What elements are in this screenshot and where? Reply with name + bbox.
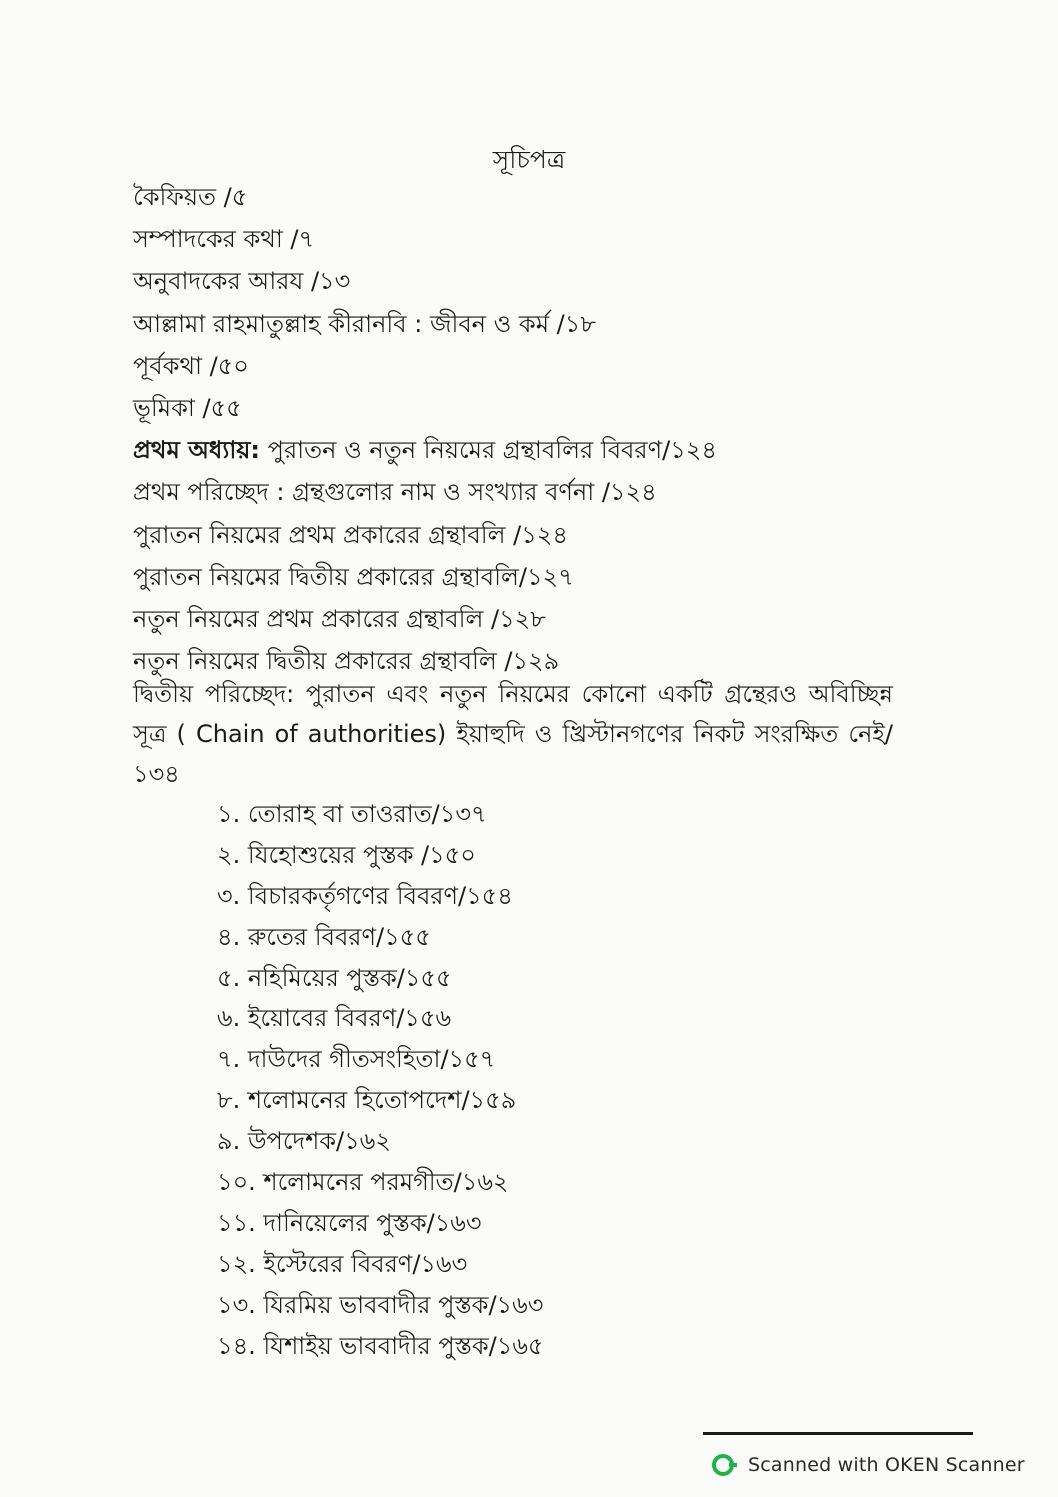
toc-item xyxy=(133,598,893,640)
toc-item-label: নতুন নিয়মের দ্বিতীয় প্রকারের গ্রন্থাবলি /১২৯ xyxy=(133,647,560,676)
toc-item xyxy=(133,345,893,387)
book-item: ২. যিহোশুয়ের পুস্তক /১৫০ xyxy=(217,840,476,869)
toc-item-label: আল্লামা রাহমাতুল্লাহ কীরানবি : জীবন ও কর্ম /১৮ xyxy=(133,309,596,338)
toc-item-label: অনুবাদকের আরয /১৩ xyxy=(133,267,351,296)
book-item: ১০. শলোমনের পরমগীত/১৬২ xyxy=(217,1168,509,1197)
scanner-watermark xyxy=(712,1450,1025,1480)
toc-item xyxy=(133,176,893,218)
toc-item xyxy=(133,260,893,302)
toc-item-label: নতুন নিয়মের প্রথম প্রকারের গ্রন্থাবলি /১২৮ xyxy=(133,604,546,633)
second-chapter-entry: দ্বিতীয় পরিচ্ছেদ: পুরাতন এবং নতুন নিয়মের কোনো একটি গ্রন্থেরও অবিচ্ছিন্ন সূত্র ( Chain of authorities) ইয়াহুদি ও খ্রিস্টানগণের নিকট সংরক্ষিত নেই/১৩৪ xyxy=(133,680,893,788)
toc-item xyxy=(133,471,893,513)
book-item: ৯. উপদেশক/১৬২ xyxy=(217,1127,391,1156)
chapter-heading: প্রথম অধ্যায়: xyxy=(133,436,261,465)
book-item: ৭. দাউদের গীতসংহিতা/১৫৭ xyxy=(217,1045,496,1074)
book-item: ১৩. যিরমিয় ভাববাদীর পুস্তক/১৬৩ xyxy=(217,1290,544,1319)
toc-item xyxy=(133,387,893,429)
book-item: ১৪. যিশাইয় ভাববাদীর পুস্তক/১৬৫ xyxy=(217,1331,544,1360)
toc-item xyxy=(133,514,893,556)
toc-item-label: ভূমিকা /৫৫ xyxy=(133,393,242,422)
toc-item-chapter-one xyxy=(133,429,893,471)
book-item: ৩. বিচারকর্তৃগণের বিবরণ/১৫৪ xyxy=(217,881,513,910)
book-item: ১২. ইস্টেরের বিবরণ/১৬৩ xyxy=(217,1249,468,1278)
page-title: সূচিপত্র xyxy=(492,145,566,174)
toc-item xyxy=(133,556,893,598)
toc-item xyxy=(133,303,893,345)
book-item: ৮. শলোমনের হিতোপদেশ/১৫৯ xyxy=(217,1086,517,1115)
toc-list xyxy=(133,176,893,682)
toc-item-label: প্রথম পরিচ্ছেদ : গ্রন্থগুলোর নাম ও সংখ্যার বর্ণনা /১২৪ xyxy=(133,478,657,507)
book-item: ৫. নহিমিয়ের পুস্তক/১৫৫ xyxy=(217,963,452,992)
book-item: ১. তোরাহ বা তাওরাত/১৩৭ xyxy=(217,800,487,828)
book-item: ৬. ইয়োবের বিবরণ/১৫৬ xyxy=(217,1004,452,1033)
book-item: ৪. রুতের বিবরণ/১৫৫ xyxy=(217,922,431,951)
toc-item-label: পূর্বকথা /৫০ xyxy=(133,351,249,380)
scanner-watermark-text: Scanned with OKEN Scanner xyxy=(748,1454,1025,1476)
toc-item-label: কৈফিয়ত /৫ xyxy=(133,183,248,211)
toc-item-label: পুরাতন ও নতুন নিয়মের গ্রন্থাবলির বিবরণ/১২৪ xyxy=(260,436,717,465)
toc-item-label: সম্পাদকের কথা /৭ xyxy=(133,225,315,254)
toc-item-label: পুরাতন নিয়মের প্রথম প্রকারের গ্রন্থাবলি /১২৪ xyxy=(133,520,568,549)
oken-scanner-icon xyxy=(712,1454,734,1476)
book-item: ১১. দানিয়েলের পুস্তক/১৬৩ xyxy=(217,1208,482,1237)
toc-item-label: পুরাতন নিয়মের দ্বিতীয় প্রকারের গ্রন্থাবলি/১২৭ xyxy=(133,562,574,591)
book-list xyxy=(217,794,544,1366)
footer-rule xyxy=(703,1432,973,1435)
toc-item xyxy=(133,218,893,260)
